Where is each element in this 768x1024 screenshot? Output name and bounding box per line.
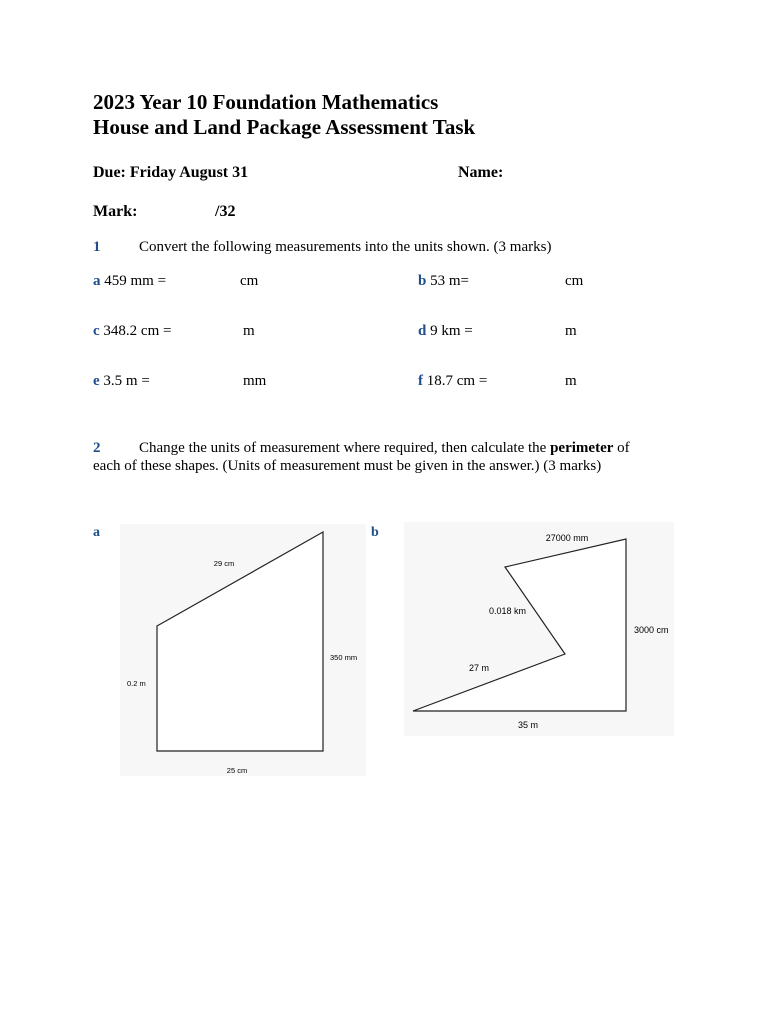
item-letter: c <box>93 323 100 339</box>
item-expression: 53 m= <box>430 273 469 289</box>
mark-total: /32 <box>215 203 236 220</box>
mark-label: Mark: <box>93 203 138 220</box>
shape-a-label-left: 0.2 m <box>127 679 146 688</box>
shape-b-letter: b <box>371 525 379 540</box>
shape-b-label-inner-lower: 27 m <box>469 663 490 673</box>
shape-b-label-top: 27000 mm <box>545 533 589 543</box>
item-expression: 18.7 cm = <box>426 373 488 389</box>
title-line-1: 2023 Year 10 Foundation Mathematics <box>93 90 439 114</box>
question-2-number: 2 <box>93 440 101 456</box>
item-expression: 459 mm = <box>104 273 167 289</box>
prompt-text: Change the units of measurement where required, then calculate the <box>139 440 551 456</box>
shape-a-label-right: 350 mm <box>330 653 358 662</box>
shape-a-label-top: 29 cm <box>213 559 235 568</box>
shape-b-label-right: 3000 cm <box>634 625 669 635</box>
item-expression: 348.2 cm = <box>103 323 172 339</box>
name-label: Name: <box>458 164 504 181</box>
q1-item-e-unit: mm <box>243 373 267 389</box>
question-1-number: 1 <box>93 239 101 255</box>
q1-item-b-unit: cm <box>565 273 584 289</box>
title-line-2: House and Land Package Assessment Task <box>93 115 476 139</box>
question-2-prompt-line-2: each of these shapes. (Units of measurement must be given in the answer.) (3 marks) <box>93 458 602 474</box>
prompt-bold-word: perimeter <box>550 440 614 456</box>
item-letter: f <box>418 373 423 389</box>
prompt-text-end: of <box>613 440 630 456</box>
shape-a-letter: a <box>93 525 100 540</box>
q1-item-a-unit: cm <box>240 273 259 289</box>
item-letter: a <box>93 273 101 289</box>
due-date: Due: Friday August 31 <box>93 164 249 181</box>
item-expression: 3.5 m = <box>103 373 150 389</box>
item-letter: e <box>93 373 100 389</box>
question-1-prompt: Convert the following measurements into the units shown. (3 marks) <box>139 239 552 255</box>
q1-item-f-unit: m <box>565 373 577 389</box>
shape-a-label-bottom: 25 cm <box>226 766 248 775</box>
item-letter: d <box>418 323 427 339</box>
q1-item-d-unit: m <box>565 323 577 339</box>
q1-item-c-unit: m <box>243 323 255 339</box>
item-expression: 9 km = <box>430 323 473 339</box>
shape-b-label-inner-upper: 0.018 km <box>489 606 527 616</box>
shape-b-label-bottom: 35 m <box>517 720 539 730</box>
item-letter: b <box>418 273 427 289</box>
